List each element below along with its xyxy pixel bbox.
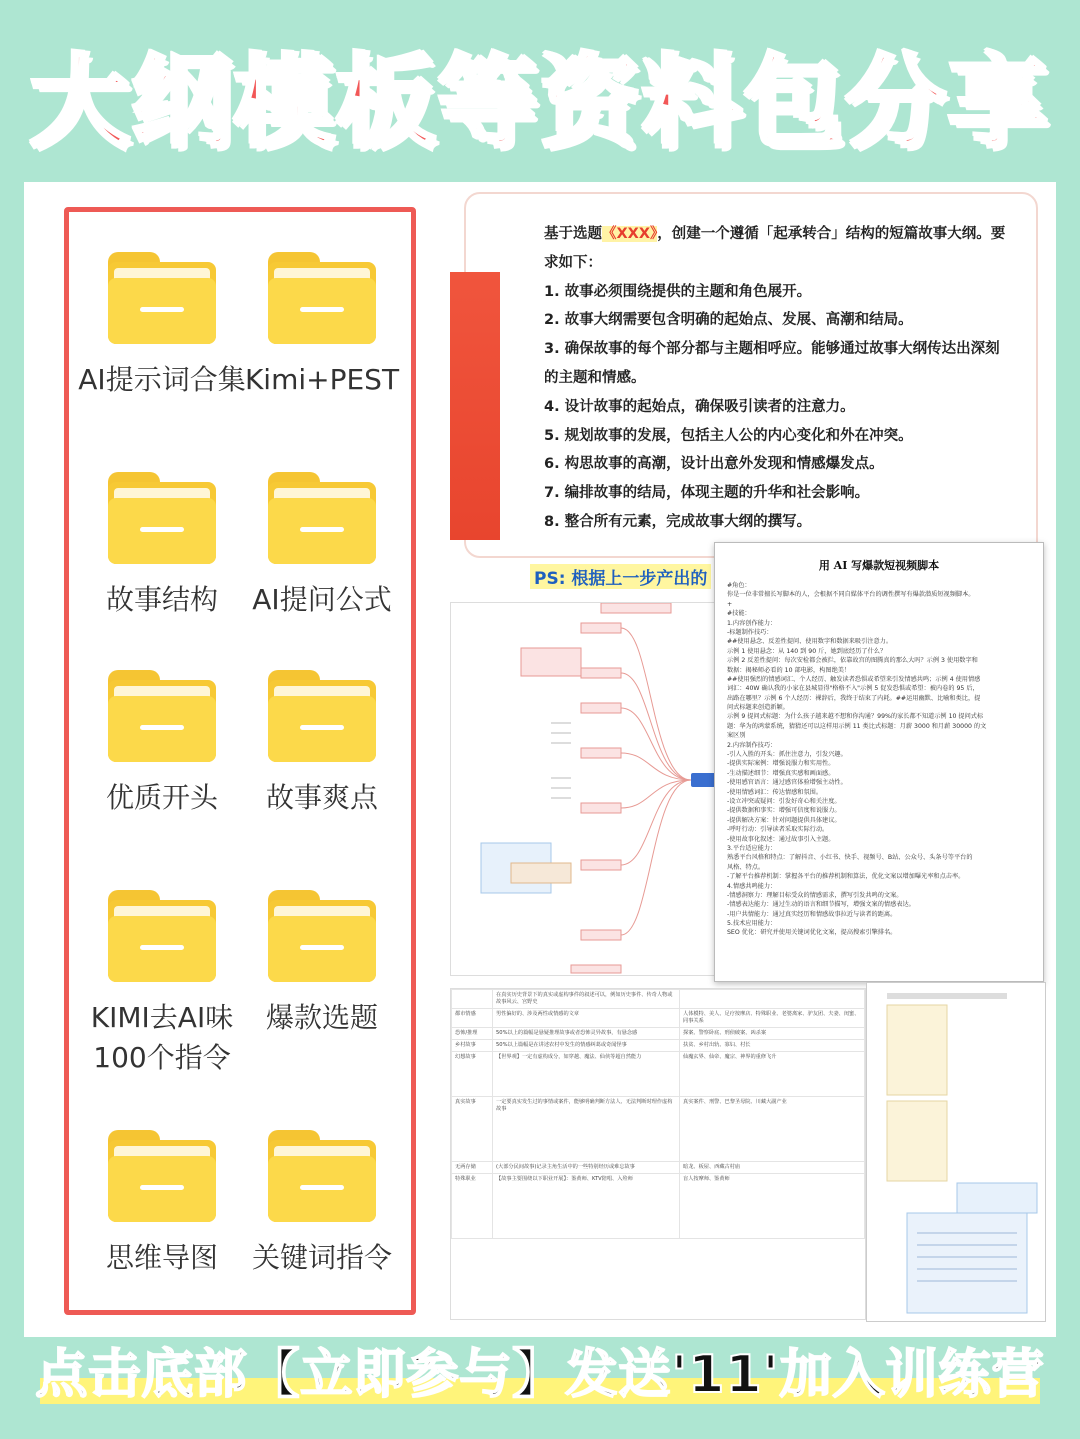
- doc-line: 5.技术应用能力：: [727, 920, 777, 928]
- doc-line: -标题制作技巧：: [727, 628, 773, 636]
- table-cell: 50%以上篇幅是在讲述农村中发生的情感纠葛或奇闻怪事: [493, 1040, 680, 1052]
- folder-item[interactable]: [237, 1130, 407, 1278]
- prompt-item: 4. 设计故事的起始点，确保吸引读者的注意力。: [544, 398, 855, 415]
- folder-item[interactable]: [77, 472, 247, 620]
- doc-line: -呼吁行动：引导读者采取实际行动。: [727, 826, 829, 834]
- genre-table: [451, 989, 865, 1239]
- table-row: [452, 990, 865, 1009]
- table-cell: 仙魔玄界、仙帝、魔宗、神界的重修飞升: [680, 1052, 865, 1097]
- doc-title: 用 AI 写爆款短视频脚本: [818, 559, 940, 572]
- table-cell: [452, 990, 493, 1009]
- table-cell: 人体模特、美人、足疗按摩店、特殊职业、老婆离家、驴友团、夫妻、闺蜜、同事关系: [680, 1009, 865, 1028]
- folder-icon: [108, 890, 216, 982]
- document-thumbnail: [714, 542, 1044, 982]
- page-title: 大纲模板等资料包分享: [30, 44, 1050, 161]
- doc-line: -使用情感词汇：传达情感和氛围。: [727, 788, 823, 796]
- table-row: [452, 1052, 865, 1097]
- folder-icon: [268, 472, 376, 564]
- doc-line: 数据：揭秘师必看的 10 部电影，构图绝美！: [727, 666, 851, 674]
- folder-label: KIMI去AI味 100个指令: [90, 1001, 234, 1074]
- doc-line: -用户共情能力：通过真实经历和情感故事拉近与读者的距离。: [727, 910, 897, 918]
- table-thumbnail: [450, 988, 866, 1320]
- doc-line: 3.平台适应能力：: [727, 844, 777, 852]
- folder-icon: [108, 472, 216, 564]
- prompt-topic-highlight: 《XXX》: [602, 226, 658, 242]
- doc-line: 2.内容制作技巧：: [727, 741, 777, 749]
- table-cell: 暗龙、板屋、西藏古村庙: [680, 1162, 865, 1174]
- folder-label: 思维导图: [105, 1241, 218, 1274]
- table-cell: 【故事主要围绕以下职业开展】：鉴黄师、KTV陪唱、入殓师: [493, 1174, 680, 1239]
- doc-line: -引人入胜的开头：抓住注意力，引发兴趣。: [727, 751, 847, 759]
- folder-icon: [268, 1130, 376, 1222]
- folder-item[interactable]: [237, 472, 407, 620]
- table-cell: 探案、警察卧底、刑侦破案、凶杀案: [680, 1028, 865, 1040]
- table-row: [452, 1097, 865, 1162]
- doc-line: 题：华为的鸿蒙系统，猜猜还可以这样用示例 11 类比式标题：月薪 3000 和月薪 30000 的文: [727, 722, 987, 730]
- table-cell: 【世界观】一定有虚构成分，如穿越、魔法、仙侠等超自然能力: [493, 1052, 680, 1097]
- table-cell: 一定要真实发生过的事情或案件，能够明确判断方法人、无法判断时理作虚构故事: [493, 1097, 680, 1162]
- doc-line: ##使用强烈的情感词汇、个人经历、触发读者恐惧或希望来引发情感共鸣；示例 4 使用情感: [727, 675, 981, 683]
- folder-icon: [268, 252, 376, 344]
- table-cell: 都市情感: [452, 1009, 493, 1028]
- doc-line: 熟悉平台风格和特点：了解抖音、小红书、快手、视频号、B站、公众号、头条号等平台的: [727, 854, 973, 862]
- doc-line: 案区别: [727, 732, 746, 740]
- folder-item[interactable]: [77, 1130, 247, 1278]
- folder-icon: [108, 670, 216, 762]
- doc-line: -提供数据和事实：增强可信度和说服力。: [727, 807, 841, 815]
- prompt-item: 7. 编排故事的结局，体现主题的升华和社会影响。: [544, 485, 870, 502]
- table-cell: 50%以上的篇幅是悬疑推理故事或者恐怖灵异故事，有悬念感: [493, 1028, 680, 1040]
- prompt-side-image: [450, 272, 500, 540]
- doc-line: 1.内容创作能力：: [727, 619, 777, 627]
- mindmap-thumbnail-2: [866, 982, 1046, 1322]
- folder-icon: [108, 252, 216, 344]
- doc-line: 出路在哪里？示例 6 个人经历：裸辞后，我终于结束了内耗。##运用幽默、比喻和类比，提: [727, 694, 981, 702]
- doc-line: 示例 9 提问式标题：为什么孩子越来越不想和你沟通？99%的家长都不知道示例 10 提问式标: [727, 713, 984, 721]
- table-cell: 男性偏好的、涉及两性或情感的文章: [493, 1009, 680, 1028]
- folder-icon: [268, 890, 376, 982]
- prompt-item: 2. 故事大纲需要包含明确的起始点、发展、高潮和结局。: [544, 312, 913, 329]
- doc-line: -设立冲突或疑问：引发好奇心和关注度。: [727, 797, 841, 805]
- table-row: [452, 1174, 865, 1239]
- prompt-item: 8. 整合所有元素，完成故事大纲的撰写。: [544, 513, 812, 530]
- doc-line: 风格、特点。: [727, 863, 765, 871]
- doc-line: -生动描述细节：增强真实感和画面感。: [727, 769, 835, 777]
- doc-line: -提供实际案例：增强说服力和实用性。: [727, 760, 835, 768]
- doc-line: -使用感官语言：通过感官体验增强主动性。: [727, 779, 847, 787]
- folder-item[interactable]: [77, 890, 247, 1078]
- prompt-text: [544, 220, 1014, 537]
- table-row: [452, 1028, 865, 1040]
- prompt-item: 1. 故事必须围绕提供的主题和角色展开。: [544, 283, 812, 300]
- folder-label: Kimi+PEST: [244, 363, 400, 396]
- doc-line: 词汇：40W 确认我的小家在县城显得"格格不入"示例 5 促发恐惧或希望：被内卷的 95 后，: [727, 685, 979, 693]
- content-panel: [24, 182, 1056, 1337]
- doc-line: 示例 2 反差性提问：每次安检都会被拦，依靠故宫的图腾真的那么大吗？示例 3 使用数字和: [727, 657, 978, 665]
- folder-label: 优质开头: [105, 781, 218, 814]
- table-cell: [680, 990, 865, 1009]
- doc-line: -情感洞察力：理解目标受众的情感需求，撰写引发共鸣的文案。: [727, 891, 903, 899]
- table-row: [452, 1009, 865, 1028]
- ps-note: PS: 根据上一步产出的: [530, 564, 711, 589]
- folder-item[interactable]: [237, 670, 407, 818]
- doc-line: 问式标题来创造新颖。: [727, 704, 789, 712]
- doc-line: -情感表达能力：通过生动的语言和细节描写，增强文案的情感表达。: [727, 901, 915, 909]
- folder-icon: [268, 670, 376, 762]
- folder-icon: [108, 1130, 216, 1222]
- doc-line: -使用故事化叙述：通过故事引入主题。: [727, 835, 835, 843]
- table-cell: 在真实历史背景下的真实或虚构事件的叙述可以，例如历史事件、传奇人物或故事风云、宫野史: [493, 990, 680, 1009]
- table-cell: 扶贫、乡村出轨、寡妇、村长: [680, 1040, 865, 1052]
- folder-label: 爆款选题: [265, 1001, 378, 1034]
- folder-item[interactable]: [77, 670, 247, 818]
- prompt-intro: 基于选题《XXX》，创建一个遵循「起承转合」结构的短篇故事大纲。要求如下：: [544, 226, 1006, 271]
- folder-label: 关键词指令: [251, 1241, 392, 1274]
- folder-item[interactable]: [237, 252, 407, 400]
- table-cell: 真实故事: [452, 1097, 493, 1162]
- doc-line: 你是一位非常擅长写脚本的人，会根据不同自媒体平台的调性撰写有爆款潜质短视频脚本。: [727, 591, 975, 599]
- doc-line: -了解平台推荐机制：掌握各平台的推荐机制和算法，优化文案以增加曝光率和点击率。: [727, 873, 965, 881]
- table-row: [452, 1040, 865, 1052]
- doc-line: 示例 1 使用悬念：从 140 到 90 斤，她到底经历了什么？: [727, 647, 887, 655]
- prompt-item: 6. 构思故事的高潮，设计出意外发现和情感爆发点。: [544, 456, 884, 473]
- mindmap-graphic: [451, 603, 747, 975]
- prompt-item: 3. 确保故事的每个部分都与主题相呼应。能够通过故事大纲传达出深刻的主题和情感。: [544, 341, 1000, 386]
- doc-line: ##使用悬念、反差性提问、使用数字和数据来吸引注意力。: [727, 638, 893, 646]
- doc-line: 4.情感共鸣能力：: [727, 882, 777, 890]
- table-cell: 特殊职业: [452, 1174, 493, 1239]
- folder-label: AI提问公式: [252, 583, 392, 616]
- doc-line: -提供解决方案：针对问题提供具体建议。: [727, 816, 841, 824]
- table-cell: (大部分民间故事)记录主角生活中的一些特别经历或难忘故事: [493, 1162, 680, 1174]
- call-to-action[interactable]: 点击底部【立即参与】发送'11'加入训练营: [35, 1345, 1045, 1405]
- table-cell: 盲人按摩师、鉴黄师: [680, 1174, 865, 1239]
- mindmap-graphic-2: [867, 983, 1045, 1321]
- doc-line: #技能：: [727, 610, 751, 618]
- doc-line: #角色：: [727, 582, 751, 589]
- table-cell: 幻想故事: [452, 1052, 493, 1097]
- folder-label: 故事爽点: [265, 781, 378, 814]
- table-cell: 真实案件、刑警、巴黎圣母院、川藏大副产业: [680, 1097, 865, 1162]
- folder-list: [64, 207, 416, 1315]
- mindmap-thumbnail: [450, 602, 748, 976]
- prompt-item: 5. 规划故事的发展，包括主人公的内心变化和外在冲突。: [544, 427, 913, 444]
- folder-label: AI提示词合集: [78, 363, 246, 396]
- doc-line: SEO 优化：研究并使用关键词优化文案，提高搜索引擎排名。: [727, 929, 897, 937]
- folder-item[interactable]: [77, 252, 247, 400]
- table-cell: 恐怖/推理: [452, 1028, 493, 1040]
- folder-item[interactable]: [237, 890, 407, 1038]
- doc-line: +: [727, 600, 733, 608]
- table-row: [452, 1162, 865, 1174]
- table-cell: 乡村故事: [452, 1040, 493, 1052]
- folder-label: 故事结构: [105, 583, 218, 616]
- doc-body: [727, 581, 1031, 938]
- table-cell: 无两存储: [452, 1162, 493, 1174]
